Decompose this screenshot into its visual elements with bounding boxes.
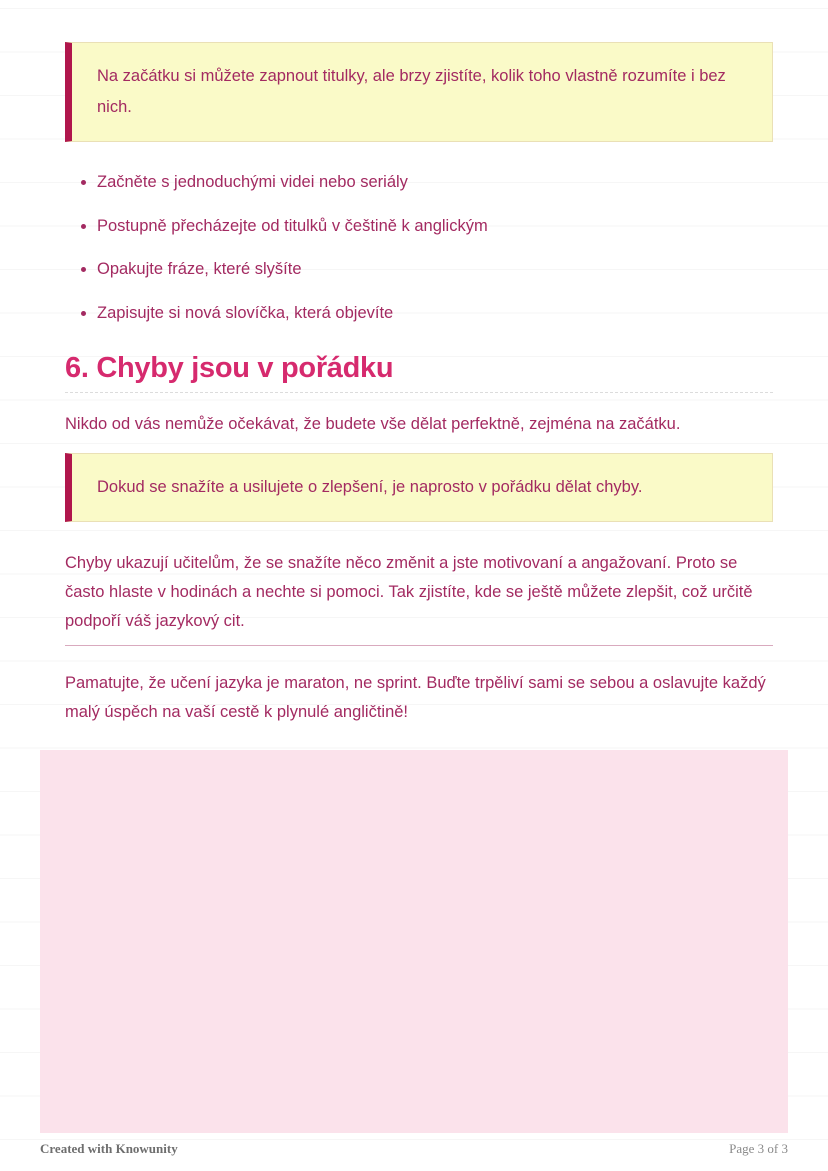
image-placeholder [40,750,788,1133]
heading-underline [65,392,773,393]
section-heading: 6. Chyby jsou v pořádku [65,351,394,384]
page-footer [40,1141,788,1157]
section-closing-text: Pamatujte, že učení jazyka je maraton, ne sprint. Buďte trpěliví sami se sebou a oslavujte každý malý úspěch na vaší cestě k plynulé angličtině! [65,673,766,721]
tips-list [65,168,773,328]
list-item: • Opakujte fráze, které slyšíte [97,255,773,284]
page-number-label: Page 3 of 3 [729,1141,788,1156]
section-intro-text: Nikdo od vás nemůže očekávat, že budete vše dělat perfektně, zejména na začátku. [65,414,681,433]
callout-text: Dokud se snažíte a usilujete o zlepšení, je naprosto v pořádku dělat chyby. [97,477,643,496]
section-divider [65,645,773,646]
callout-note-top [65,42,773,142]
list-item: • Zapisujte si nová slovíčka, která objevíte [97,299,773,328]
section-body-text: Chyby ukazují učitelům, že se snažíte něco změnit a jste motivovaní a angažovaní. Proto se často hlaste v hodinách a nechte si pomoci. Tak zjistíte, kde se ještě můžete zlepšit, což určitě podpoří váš jazykový cit. [65,553,753,630]
created-with-label: Created with Knowunity [40,1141,178,1156]
callout-note-mistakes [65,453,773,522]
callout-text: Na začátku si můžete zapnout titulky, ale brzy zjistíte, kolik toho vlastně rozumíte i bez nich. [97,67,726,116]
page-content [65,0,773,727]
list-item: • Začněte s jednoduchými videi nebo seriály [97,168,773,197]
list-item: • Postupně přecházejte od titulků v češtině k anglickým [97,212,773,241]
